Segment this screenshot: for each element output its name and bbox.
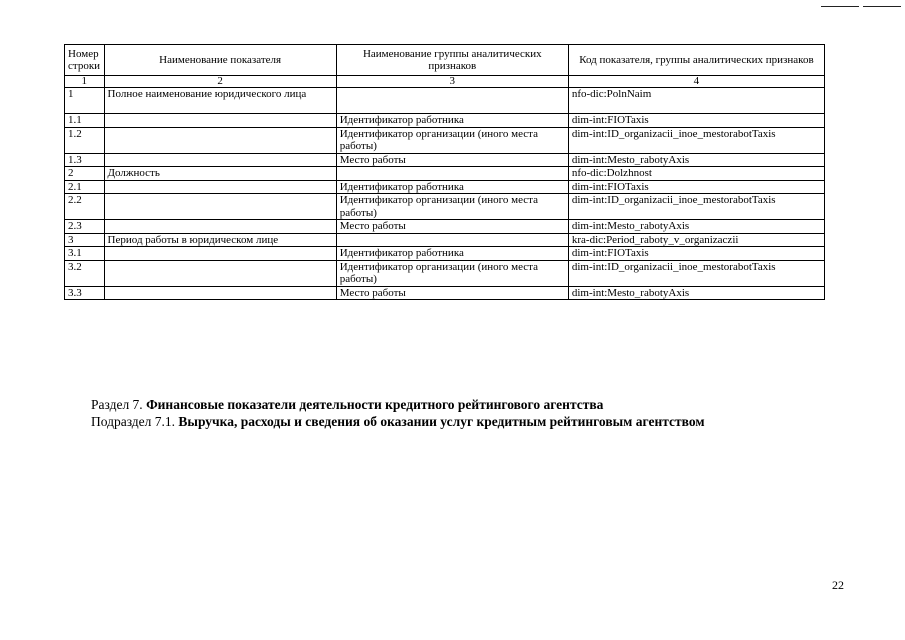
group-name-cell — [336, 88, 568, 114]
code-cell: dim-int:Mesto_rabotyAxis — [568, 286, 824, 300]
subsection-title: Выручка, расходы и сведения об оказании услуг кредитным рейтинговым агентством — [178, 414, 705, 429]
column-number: 1 — [65, 76, 105, 88]
indicator-name-cell — [104, 286, 336, 300]
group-name-cell: Место работы — [336, 153, 568, 167]
group-name-cell: Идентификатор организации (иного места работы) — [336, 260, 568, 286]
row-number-cell: 2.3 — [65, 220, 105, 234]
table-row — [65, 167, 825, 181]
row-number-cell: 2.1 — [65, 180, 105, 194]
row-number-cell: 2.2 — [65, 194, 105, 220]
table-row — [65, 286, 825, 300]
group-name-cell: Идентификатор организации (иного места работы) — [336, 127, 568, 153]
group-name-cell: Место работы — [336, 286, 568, 300]
code-cell: nfo-dic:Dolzhnost — [568, 167, 824, 181]
code-cell: dim-int:FIOTaxis — [568, 114, 824, 128]
indicator-name-cell — [104, 260, 336, 286]
code-cell: dim-int:Mesto_rabotyAxis — [568, 153, 824, 167]
code-cell: dim-int:ID_organizacii_inoe_mestorabotTaxis — [568, 194, 824, 220]
table-row — [65, 114, 825, 128]
group-name-cell: Идентификатор работника — [336, 114, 568, 128]
row-number-cell: 1.1 — [65, 114, 105, 128]
section-title: Финансовые показатели деятельности кредитного рейтингового агентства — [146, 397, 604, 412]
indicator-name-cell: Должность — [104, 167, 336, 181]
section-prefix: Раздел 7. — [91, 397, 143, 412]
code-cell: dim-int:ID_organizacii_inoe_mestorabotTaxis — [568, 260, 824, 286]
table-row — [65, 260, 825, 286]
row-number-cell: 3.3 — [65, 286, 105, 300]
column-number: 3 — [336, 76, 568, 88]
code-cell: dim-int:ID_organizacii_inoe_mestorabotTaxis — [568, 127, 824, 153]
group-name-cell — [336, 233, 568, 247]
column-number: 4 — [568, 76, 824, 88]
section-heading — [91, 396, 705, 413]
indicator-name-cell — [104, 153, 336, 167]
indicator-name-cell — [104, 180, 336, 194]
group-name-cell: Идентификатор работника — [336, 247, 568, 261]
code-cell: kra-dic:Period_raboty_v_organizaczii — [568, 233, 824, 247]
table-row — [65, 194, 825, 220]
code-cell: dim-int:FIOTaxis — [568, 180, 824, 194]
row-number-cell: 2 — [65, 167, 105, 181]
table-row — [65, 88, 825, 114]
row-number-cell: 1.2 — [65, 127, 105, 153]
header-indicator-name: Наименование показателя — [104, 45, 336, 76]
table-row — [65, 233, 825, 247]
column-number-row — [65, 76, 825, 88]
table-row — [65, 247, 825, 261]
group-name-cell — [336, 167, 568, 181]
indicator-name-cell — [104, 220, 336, 234]
code-cell: dim-int:FIOTaxis — [568, 247, 824, 261]
table-header-row — [65, 45, 825, 76]
row-number-cell: 1.3 — [65, 153, 105, 167]
subsection-heading — [91, 413, 705, 430]
row-number-cell: 3.2 — [65, 260, 105, 286]
group-name-cell: Идентификатор организации (иного места работы) — [336, 194, 568, 220]
indicator-name-cell: Период работы в юридическом лице — [104, 233, 336, 247]
table-row — [65, 127, 825, 153]
header-group-name: Наименование группы аналитических признаков — [336, 45, 568, 76]
group-name-cell: Место работы — [336, 220, 568, 234]
section-heading-block — [91, 396, 705, 430]
scan-marks — [821, 6, 901, 8]
table-body — [65, 88, 825, 300]
group-name-cell: Идентификатор работника — [336, 180, 568, 194]
indicator-name-cell — [104, 194, 336, 220]
table-row — [65, 220, 825, 234]
subsection-prefix: Подраздел 7.1. — [91, 414, 176, 429]
table-row — [65, 153, 825, 167]
table-row — [65, 180, 825, 194]
row-number-cell: 1 — [65, 88, 105, 114]
indicator-name-cell — [104, 127, 336, 153]
row-number-cell: 3.1 — [65, 247, 105, 261]
indicator-name-cell — [104, 247, 336, 261]
indicator-name-cell: Полное наименование юридического лица — [104, 88, 336, 114]
indicator-table — [64, 44, 825, 300]
header-code: Код показателя, группы аналитических признаков — [568, 45, 824, 76]
column-number: 2 — [104, 76, 336, 88]
code-cell: dim-int:Mesto_rabotyAxis — [568, 220, 824, 234]
indicator-name-cell — [104, 114, 336, 128]
page-number: 22 — [832, 578, 844, 592]
row-number-cell: 3 — [65, 233, 105, 247]
code-cell: nfo-dic:PolnNaim — [568, 88, 824, 114]
header-row-number: Номер строки — [65, 45, 105, 76]
